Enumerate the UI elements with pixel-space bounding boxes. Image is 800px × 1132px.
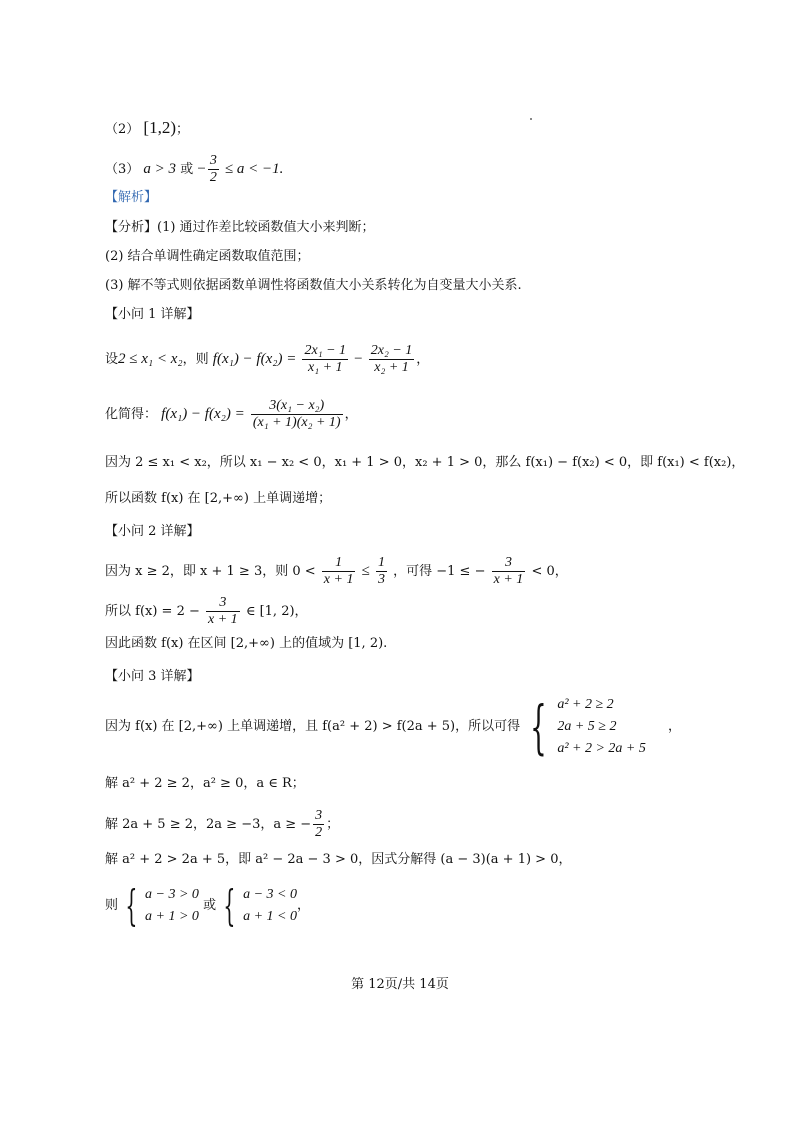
fraction-denominator: 2	[315, 825, 323, 840]
q2-l1-b: ，可得 −1 ≤ −	[393, 564, 486, 579]
system-row: a − 3 < 0	[243, 887, 298, 902]
q2-l1-le: ≤	[361, 563, 370, 579]
q1-line1	[105, 343, 429, 376]
answer-2-value: [1,2)	[143, 118, 176, 137]
jiexi-heading: 【解析】	[105, 190, 158, 205]
q3-system-3	[243, 884, 297, 928]
brace-icon: {	[223, 881, 236, 930]
page-footer: 第 12页/共 14页	[351, 977, 449, 992]
fraction-numerator: 1	[322, 555, 356, 572]
q2-line2	[105, 595, 308, 628]
q1-l1-cond: 2 ≤ x₁ < x₂	[118, 351, 183, 367]
q2-line1	[105, 555, 568, 588]
answer-3-fraction	[208, 153, 219, 186]
fraction-denominator: x + 1	[493, 572, 524, 587]
q2-l1-fraction-1	[322, 555, 356, 588]
system-row: a² + 2 > 2a + 5	[557, 741, 646, 756]
q2-l2-a: 所以 f(x) = 2 −	[105, 604, 200, 619]
q3-system-1	[557, 694, 646, 760]
answer-2-suffix: ；	[176, 122, 190, 137]
q1-line4: 所以函数 f(x) 在 [2,+∞) 上单调递增；	[105, 491, 332, 506]
answer-3-label: （3）	[105, 162, 140, 177]
fraction-numerator: 2x₂ − 1	[370, 343, 413, 358]
q3-l5-then: 则	[105, 898, 119, 913]
analysis-3: (3) 解不等式则依据函数单调性将函数值大小关系转化为自变量大小关系.	[105, 278, 522, 293]
brace-icon: {	[125, 881, 138, 930]
q2-heading: 【小问 2 详解】	[105, 524, 200, 539]
fraction-denominator: x + 1	[208, 612, 238, 627]
q1-line2	[105, 398, 358, 431]
q1-l1-then: ，则	[182, 352, 209, 367]
q1-l2-fraction	[251, 398, 343, 431]
q2-l1-fraction-3	[492, 555, 526, 588]
fraction-numerator: 3	[206, 595, 240, 612]
fraction-denominator: 3	[377, 572, 385, 587]
system-row: a² + 2 ≥ 2	[557, 697, 614, 712]
fraction-numerator: 3	[315, 808, 323, 823]
q1-l1-fraction-2	[369, 343, 415, 376]
system-row: a + 1 > 0	[145, 909, 199, 924]
q3-line3	[105, 808, 339, 841]
q2-line3: 因此函数 f(x) 在区间 [2,+∞) 上的值域为 [1, 2).	[105, 636, 388, 651]
q2-l2-b: ∈ [1, 2)，	[245, 604, 308, 619]
q1-l1-lhs: f(x₁) − f(x₂) =	[212, 351, 297, 367]
speck	[530, 118, 532, 120]
system-row: 2a + 5 ≥ 2	[557, 719, 617, 734]
fraction-numerator: 3	[492, 555, 526, 572]
answer-3-part2: ≤ a < −1.	[224, 161, 284, 177]
q1-l2-lhs: f(x₁) − f(x₂) =	[161, 406, 245, 422]
fraction-numerator: 2x₁ − 1	[304, 343, 347, 358]
q2-l1-a: 因为 x ≥ 2，即 x + 1 ≥ 3，则 0 <	[105, 564, 316, 579]
q3-l5-or: 或	[203, 898, 217, 913]
q3-l1-end: ，	[668, 719, 682, 734]
fraction-denominator: (x₁ + 1)(x₂ + 1)	[252, 415, 341, 430]
q2-l1-c: < 0，	[531, 564, 568, 579]
brace-icon: {	[530, 693, 548, 761]
answer-3-minus: −	[197, 161, 206, 177]
answer-3	[105, 153, 283, 186]
q3-system-2	[145, 884, 199, 928]
q1-heading: 【小问 1 详解】	[105, 307, 200, 322]
q3-line2: 解 a² + 2 ≥ 2，a² ≥ 0，a ∈ R；	[105, 776, 305, 791]
q3-l3-b: ；	[326, 817, 340, 832]
fraction-numerator: 3(x₁ − x₂)	[251, 398, 343, 415]
system-row: a − 3 > 0	[145, 887, 199, 902]
q3-l1-text: 因为 f(x) 在 [2,+∞) 上单调递增，且 f(a² + 2) > f(2a + 5)，所以可得	[105, 719, 521, 734]
answer-2-label: （2）	[105, 122, 140, 137]
fraction-denominator: 2	[209, 170, 217, 185]
fraction-denominator: x + 1	[323, 572, 354, 587]
fraction-denominator: x₁ + 1	[307, 360, 343, 375]
q1-l1-end: ，	[416, 352, 430, 367]
q1-l1-fraction-1	[302, 343, 348, 376]
q3-line4: 解 a² + 2 > 2a + 5，即 a² − 2a − 3 > 0，因式分解得 (a − 3)(a + 1) > 0，	[105, 852, 572, 867]
system-row: a + 1 < 0	[243, 909, 298, 924]
q1-l1-minus: −	[354, 351, 363, 367]
fraction-numerator: 1	[377, 555, 385, 570]
analysis-2: (2) 结合单调性确定函数取值范围；	[105, 249, 310, 264]
q1-l2-text: 化简得：	[105, 407, 158, 422]
answer-3-or: 或	[180, 162, 194, 177]
q2-l2-fraction	[206, 595, 240, 628]
analysis-1: 【分析】(1) 通过作差比较函数值大小来判断；	[105, 220, 375, 235]
q3-l3-a: 解 2a + 5 ≥ 2，2a ≥ −3，a ≥ −	[105, 817, 312, 832]
answer-3-part1: a > 3	[143, 161, 177, 177]
q1-line3: 因为 2 ≤ x₁ < x₂，所以 x₁ − x₂ < 0，x₁ + 1 > 0，x₂ + 1 > 0，那么 f(x₁) − f(x₂) < 0，即 f(x₁) < f(x₂)，	[105, 455, 745, 470]
q1-l2-end: ，	[344, 407, 358, 422]
q3-line5	[105, 881, 311, 930]
q3-l3-fraction	[313, 808, 324, 841]
q1-l1-text: 设	[105, 352, 119, 367]
q3-heading: 【小问 3 详解】	[105, 669, 200, 684]
q3-line1	[105, 694, 681, 760]
fraction-denominator: x₂ + 1	[374, 360, 409, 375]
fraction-numerator: 3	[209, 153, 217, 168]
answer-2	[105, 118, 189, 140]
q3-l5-end: ，	[297, 898, 311, 913]
q2-l1-fraction-2	[376, 555, 387, 588]
